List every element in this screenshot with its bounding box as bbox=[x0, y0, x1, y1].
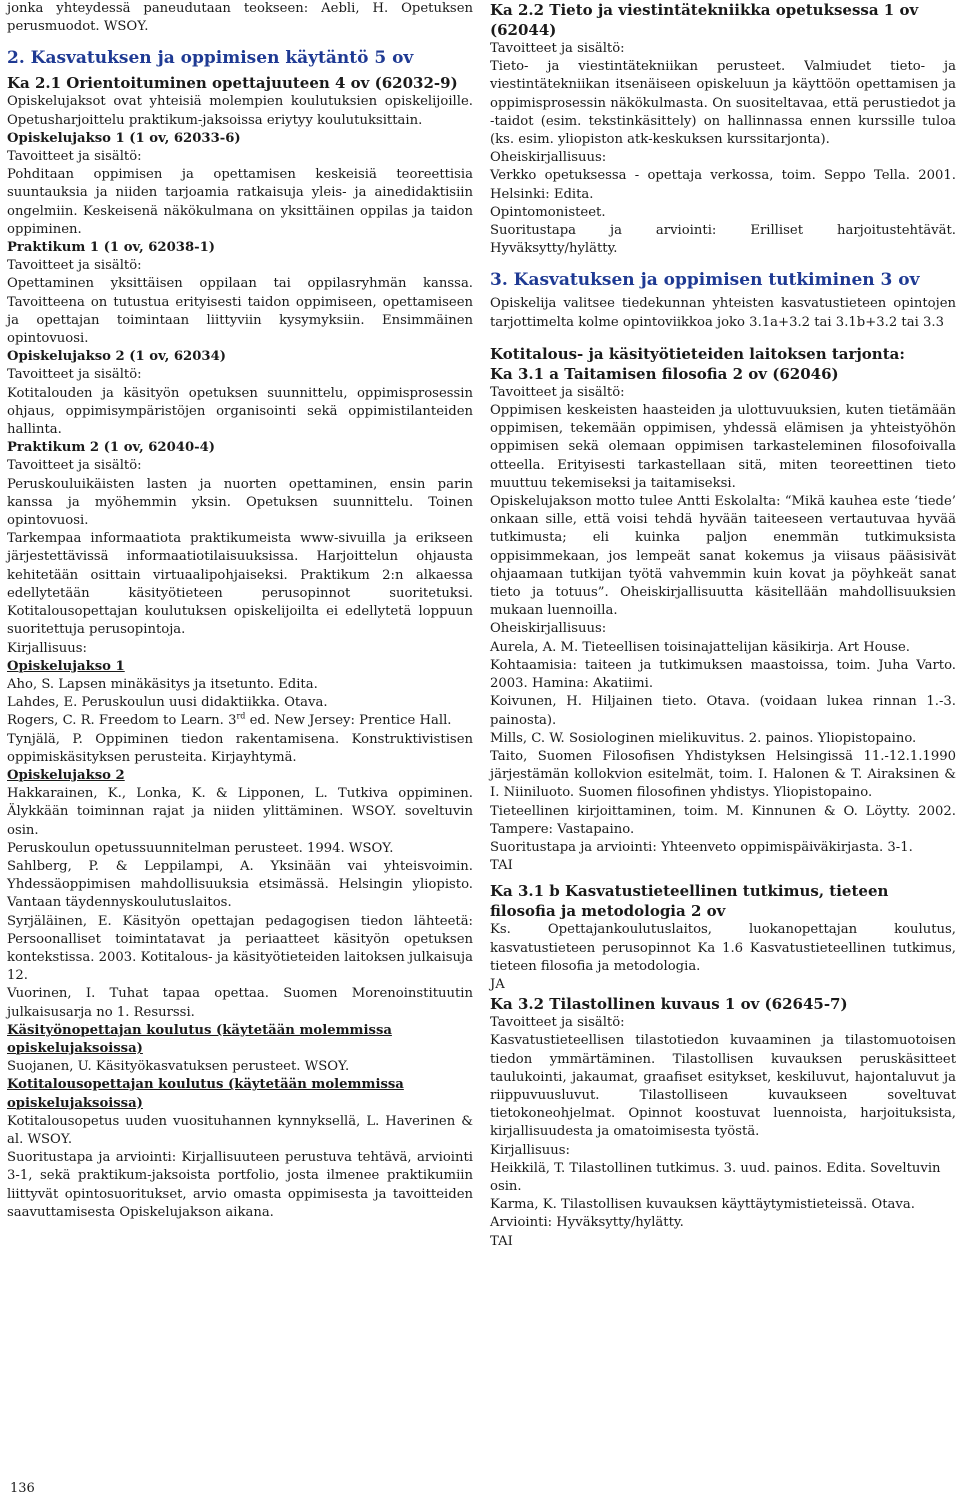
right-block: Opiskelujakson motto tulee Antti Eskolalta: “Mikä kauhea este ‘tiede’ onkaan sille, että voisi tehdä hyvään taiteeseen vertautuvaa hyvää tutkimusta; eli kuinka paljon enemmän tutkimuksista oppisimmekaan, jos lempeät sanat kokemus ja viisaus pääsisivät ohjaamaan tutkijan työtä vahvemmin kuin kovat ja pöyhkeät sanat tieto ja totuus”. Oheiskirjallisuutta käsitellään mahdollisuuksien mukaan luennoilla. bbox=[490, 494, 956, 619]
right-block: Verkko opetuksessa - opettaja verkossa, toim. Seppo Tella. 2001. Helsinki: Edita. bbox=[490, 168, 956, 202]
right-block: Taito, Suomen Filosofisen Yhdistyksen Helsingissä 11.-12.1.1990 järjestämän kollokvion esitelmät, toim. I. Halonen & T. Airaksinen & I. Niiniluoto. Suomen filosofinen yhdistys. Yliopistopaino. bbox=[490, 748, 956, 801]
right-block: Kirjallisuus: bbox=[490, 1142, 570, 1158]
left-block: Tarkempaa informaatiota praktikumeista www-sivuilla ja erikseen järjestettävissä informaatiotilaisuuksissa. Harjoittelun ohjausta kehitetään osittain virtuaalipohjaiseksi. Praktikum 2:n alkaessa edellytetään käsityötieteen perusopinnot suoritetuksi. Kotitalousopettajan koulutuksen opiskelijoilta ei edellytetä loppuun suoritettuja perusopintoja. bbox=[7, 531, 473, 638]
page-number: 136 bbox=[10, 1481, 35, 1496]
right-block: Mills, C. W. Sosiologinen mielikuvitus. 2. painos. Yliopistopaino. bbox=[490, 730, 917, 746]
right-block: Ks. Opettajankoulutuslaitos, luokanopettajan koulutus, kasvatustieteen perusopinnot Ka 1.6 Kasvatustieteellinen tutkimus, tieteen filosofia ja metodologia. bbox=[490, 922, 956, 974]
left-block: Aho, S. Lapsen minäkäsitys ja itsetunto. Edita. bbox=[7, 676, 318, 692]
left-block: jonka yhteydessä paneudutaan teokseen: Aebli, H. Opetuksen perusmuodot. WSOY. bbox=[7, 1, 473, 35]
right-block: Heikkilä, T. Tilastollinen tutkimus. 3. uud. painos. Edita. Soveltuvin osin. bbox=[490, 1160, 941, 1194]
left-block: Rogers, C. R. Freedom to Learn. 3rd ed. New Jersey: Prentice Hall. bbox=[7, 711, 452, 729]
left-block: Kirjallisuus: bbox=[7, 640, 87, 656]
right-block: JA bbox=[490, 976, 505, 992]
left-block: Kotitalousopettajan koulutus (käytetään molemmissa opiskelujaksoissa) bbox=[7, 1077, 404, 1111]
right-block: Aurela, A. M. Tieteellisen toisinajattelijan käsikirja. Art House. bbox=[490, 639, 910, 655]
left-block: Peruskouluikäisten lasten ja nuorten opettaminen, ensin parin kanssa ja myöhemmin yksin. Opetuksen suunnittelu. Toinen opintovuosi. bbox=[7, 476, 473, 529]
right-block: Oheiskirjallisuus: bbox=[490, 150, 607, 166]
left-block: Suojanen, U. Käsityökasvatuksen perusteet. WSOY. bbox=[7, 1059, 350, 1075]
right-block: Tavoitteet ja sisältö: bbox=[490, 41, 625, 56]
left-block: Käsityönopettajan koulutus (käytetään molemmissa opiskelujaksoissa) bbox=[7, 1022, 392, 1056]
right-block: Ka 3.1 a Taitamisen filosofia 2 ov (62046) bbox=[490, 364, 839, 383]
right-column bbox=[490, 0, 956, 1251]
right-block: 3. Kasvatuksen ja oppimisen tutkiminen 3 ov bbox=[490, 270, 920, 291]
left-block: Tavoitteet ja sisältö: bbox=[7, 149, 142, 165]
left-block: Vuorinen, I. Tuhat tapaa opettaa. Suomen Morenoinstituutin julkaisusarja no 1. Resurssi. bbox=[7, 986, 473, 1020]
left-block: Opiskelujakso 2 bbox=[7, 767, 125, 783]
right-block: Oppimisen keskeisten haasteiden ja ulottuvuuksien, kuten tietämään oppimisen, tekemään oppimisen, yhdessä elämisen ja yhteistyöhön oppimisen sekä olemaan oppimisen tarkasteleminen filosofoivalla otteella. Erityisesti tarkastellaan sitä, miten teoreettinen tieto muuttuu tekemiseksi ja taitamiseksi. bbox=[490, 403, 956, 491]
right-block: Kohtaamisia: taiteen ja tutkimuksen maastoissa, toim. Juha Varto. 2003. Hamina: Akatiimi. bbox=[490, 657, 956, 692]
right-block: Tieto- ja viestintätekniikan perusteet. Valmiudet tieto- ja viestintätekniikan itsenäiseen opiskeluun ja käyttöön opettamisen ja oppimisprosessin näkökulmasta. On suositeltavaa, että perustiedot ja -taidot (esim. tekstinkäsittely) on hallinnassa ennen kurssille tuloa (ks. esim. yliopiston atk-keskuksen kurssitarjonta). bbox=[490, 59, 956, 148]
left-block: Lahdes, E. Peruskoulun uusi didaktiikka. Otava. bbox=[7, 695, 328, 711]
right-block: TAI bbox=[490, 858, 513, 874]
left-block: Opiskelujaksot ovat yhteisiä molempien koulutuksien opiskelijoille. Opetusharjoittelu praktikum-jaksoissa eriytyy koulutuksittain. bbox=[7, 94, 473, 128]
right-block: Karma, K. Tilastollisen kuvauksen käyttäytymistieteissä. Otava. bbox=[490, 1197, 915, 1213]
right-block: Tavoitteet ja sisältö: bbox=[490, 384, 625, 400]
left-block: Kotitalousopetus uuden vuosituhannen kynnyksellä, L. Haverinen & al. WSOY. bbox=[7, 1113, 473, 1147]
right-block: Tieteellinen kirjoittaminen, toim. M. Kinnunen & O. Löytty. 2002. Tampere: Vastapaino. bbox=[490, 803, 956, 837]
right-block: Opintomonisteet. bbox=[490, 204, 606, 220]
right-block: Ka 3.2 Tilastollinen kuvaus 1 ov (62645-7) bbox=[490, 995, 848, 1014]
left-block: Peruskoulun opetussuunnitelman perusteet. 1994. WSOY. bbox=[7, 840, 394, 856]
right-block: TAI bbox=[490, 1233, 513, 1249]
left-block: Kotitalouden ja käsityön opetuksen suunnittelu, oppimisprosessin ohjaus, oppimisympäristöjen organisointi sekä oppimistilanteiden hallinta. bbox=[7, 385, 473, 438]
left-block: Suoritustapa ja arviointi: Kirjallisuuteen perustuva tehtävä, arviointi 3-1, sekä praktikum-jaksoista portfolio, josta ilmenee praktikumiin liittyvät opintosuoritukset, arvio omasta oppimisesta ja tavoitteiden saavuttamisesta Opiskelujakson aikana. bbox=[7, 1150, 473, 1220]
right-block: Tavoitteet ja sisältö: bbox=[490, 1015, 625, 1031]
left-block: Opiskelujakso 1 bbox=[7, 658, 125, 674]
left-block: Sahlberg, P. & Leppilampi, A. Yksinään vai yhteisvoimin. Yhdessäoppimisen mahdollisuuksia etsimässä. Helsingin yliopisto. Vantaan täydennyskoulutuslaitos. bbox=[7, 858, 473, 911]
right-block: Opiskelija valitsee tiedekunnan yhteisten kasvatustieteen opintojen tarjottimelta kolme opintoviikkoa joko 3.1a+3.2 tai 3.1b+3.2 tai 3.3 bbox=[490, 296, 956, 330]
left-block: Pohditaan oppimisen ja opettamisen keskeisiä teoreettisia suuntauksia ja niiden tarjoamia ratkaisuja yleis- ja ainedidaktisiin ongelmiin. Keskeisenä näkökulmana on yksittäinen oppilas ja taidon oppiminen. bbox=[7, 167, 473, 237]
left-column bbox=[7, 0, 473, 1222]
right-block: Ka 2.2 Tieto ja viestintätekniikka opetuksessa 1 ov (62044) bbox=[490, 1, 919, 39]
left-block: Tavoitteet ja sisältö: bbox=[7, 258, 142, 274]
left-block: Tavoitteet ja sisältö: bbox=[7, 367, 142, 383]
right-block: Oheiskirjallisuus: bbox=[490, 621, 607, 637]
left-block: 2. Kasvatuksen ja oppimisen käytäntö 5 ov bbox=[7, 48, 414, 69]
left-block: Syrjäläinen, E. Käsityön opettajan pedagogisen tiedon lähteetä: Persoonalliset toimintatavat ja periaatteet käsityön opetuksen kontekstissa. 2003. Kotitalous- ja käsityötieteiden laitoksen julkaisuja 12. bbox=[7, 913, 473, 984]
left-block: Opettaminen yksittäisen oppilaan tai oppilasryhmän kanssa. Tavoitteena on tutustua erityisesti taidon oppimiseen, opettamiseen ja opettajan toimintaan liittyviin kysymyksiin. Ensimmäinen opintovuosi. bbox=[7, 276, 473, 347]
right-block: Suoritustapa ja arviointi: Yhteenveto oppimispäiväkirjasta. 3-1. bbox=[490, 839, 913, 855]
right-block: Kotitalous- ja käsityötieteiden laitoksen tarjonta: bbox=[490, 344, 905, 363]
left-block: Ka 2.1 Orientoituminen opettajuuteen 4 ov (62032-9) bbox=[7, 74, 458, 93]
right-block: Suoritustapa ja arviointi: Erilliset harjoitustehtävät. Hyväksytty/hylätty. bbox=[490, 223, 956, 257]
right-block: Ka 3.1 b Kasvatustieteellinen tutkimus, tieteen filosofia ja metodologia 2 ov bbox=[490, 882, 889, 921]
right-block: Koivunen, H. Hiljainen tieto. Otava. (voidaan lukea rinnan 1.-3. painosta). bbox=[490, 694, 956, 728]
left-block: Praktikum 1 (1 ov, 62038-1) bbox=[7, 240, 216, 256]
left-block: Praktikum 2 (1 ov, 62040-4) bbox=[7, 440, 216, 456]
left-block: Opiskelujakso 2 (1 ov, 62034) bbox=[7, 349, 226, 365]
left-block: Opiskelujakso 1 (1 ov, 62033-6) bbox=[7, 130, 241, 146]
left-block: Tynjälä, P. Oppiminen tiedon rakentamisena. Konstruktivistisen oppimiskäsityksen perusteita. Kirjayhtymä. bbox=[7, 731, 473, 765]
left-block: Hakkarainen, K., Lonka, K. & Lipponen, L. Tutkiva oppiminen. Älykkään toiminnan rajat ja niiden ylittäminen. WSOY. soveltuvin osin. bbox=[7, 786, 473, 838]
right-block: Kasvatustieteellisen tilastotiedon kuvaaminen ja tilastomuotoisen tiedon ymmärtäminen. Tilastollisen kuvauksen peruskäsitteet taulukointi, jakaumat, graafiset esitykset, keskiluvut, hajontaluvut ja riippuvuusluvut. Tilastolliseen kuvaukseen soveltuvat tietokoneohjelmat. Opinnot koostuvat luennoista, harjoituksista, kirjallisuudesta ja omatoimisesta työstä. bbox=[490, 1033, 956, 1140]
right-block: Arviointi: Hyväksytty/hylätty. bbox=[490, 1215, 684, 1231]
left-block: Tavoitteet ja sisältö: bbox=[7, 458, 142, 474]
